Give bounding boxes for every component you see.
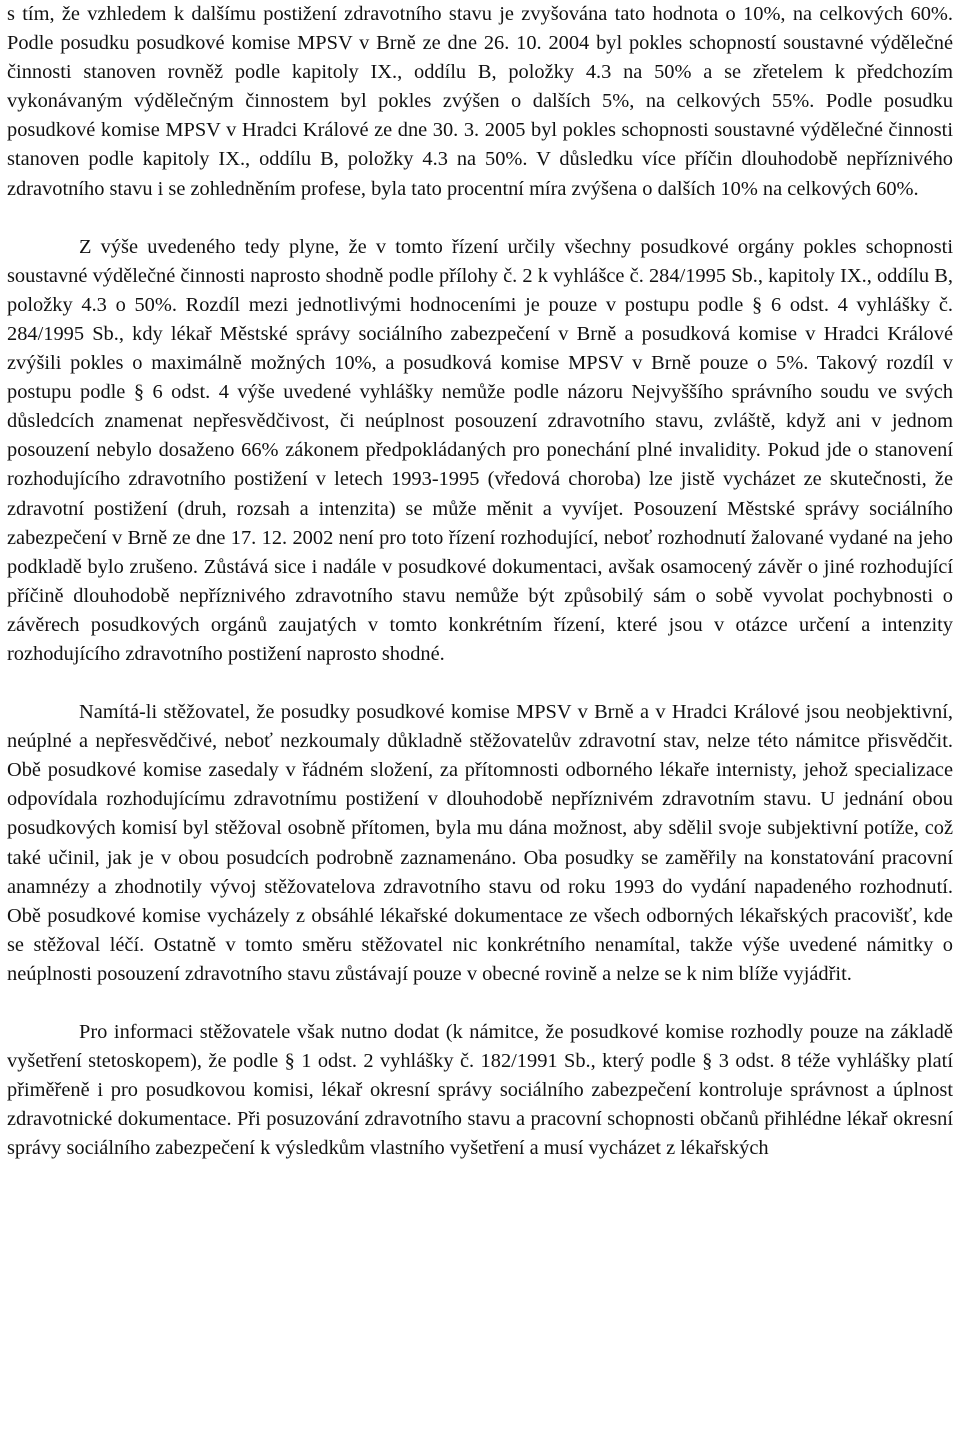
paragraph-1: s tím, že vzhledem k dalšímu postižení zdravotního stavu je zvyšována tato hodnota o 10%, na celkových 60%. Podle posudku posudkové komise MPSV v Brně ze dne 26. 10. 2004 byl pokles schopností soustavné výdělečné činnosti stanoven rovněž podle kapitoly IX., oddílu B, položky 4.3 na 50% a se zřetelem k předchozím vykonávaným výdělečným činnostem byl pokles zvýšen o dalších 5%, na celkových 55%. Podle posudku posudkové komise MPSV v Hradci Králové ze dne 30. 3. 2005 byl pokles schopnosti soustavné výdělečné činnosti stanoven podle kapitoly IX., oddílu B, položky 4.3 na 50%. V důsledku více příčin dlouhodobě nepříznivého zdravotního stavu i se zohledněním profese, byla tato procentní míra zvýšena o dalších 10% na celkových 60%. xyxy=(7,3,953,200)
paragraph-gap xyxy=(7,204,953,233)
paragraph-gap xyxy=(7,669,953,698)
paragraph-4: Pro informaci stěžovatele však nutno dodat (k námitce, že posudkové komise rozhodly pouze na základě vyšetření stetoskopem), že podle § 1 odst. 2 vyhlášky č. 182/1991 Sb., který podle § 3 odst. 8 téže vyhlášky platí přiměřeně i pro posudkovou komisi, lékař okresní správy sociálního zabezpečení kontroluje správnost a úplnost zdravotnické dokumentace. Při posuzování zdravotního stavu a pracovní schopnosti občanů přihlédne lékař okresní správy sociálního zabezpečení k výsledkům vlastního vyšetření a musí vycházet z lékařských xyxy=(7,1021,953,1160)
paragraph-gap xyxy=(7,989,953,1018)
paragraph-3: Namítá-li stěžovatel, že posudky posudkové komise MPSV v Brně a v Hradci Králové jsou neobjektivní, neúplné a nepřesvědčivé, neboť nezkoumaly důkladně stěžovatelův zdravotní stav, nelze této námitce přisvědčit. Obě posudkové komise zasedaly v řádném složení, za přítomnosti odborného lékaře internisty, jehož specializace odpovídala rozhodujícímu zdravotnímu postižení v dlouhodobě nepříznivém zdravotním stavu. U jednání obou posudkových komisí byl stěžoval osobně přítomen, byla mu dána možnost, aby sdělil svoje subjektivní potíže, což také učinil, jak je v obou posudcích podrobně zaznamenáno. Oba posudky se zaměřily na konstatování pracovní anamnézy a zhodnotily vývoj stěžovatelova zdravotního stavu od roku 1993 do vydání napadeného rozhodnutí. Obě posudkové komise vycházely z obsáhlé lékařské dokumentace ze všech odborných lékařských pracovišť, kde se stěžoval léčí. Ostatně v tomto směru stěžovatel nic konkrétního nenamítal, takže výše uvedené námitky o neúplnosti posouzení zdravotního stavu zůstávají pouze v obecné rovině a nelze se k nim blíže vyjádřit. xyxy=(7,701,953,985)
paragraph-2: Z výše uvedeného tedy plyne, že v tomto řízení určily všechny posudkové orgány pokles schopnosti soustavné výdělečné činnosti naprosto shodně podle přílohy č. 2 k vyhlášce č. 284/1995 Sb., kapitoly IX., oddílu B, položky 4.3 o 50%. Rozdíl mezi jednotlivými hodnoceními je pouze v postupu podle § 6 odst. 4 vyhlášky č. 284/1995 Sb., kdy lékař Městské správy sociálního zabezpečení v Brně a posudková komise v Hradci Králové zvýšili pokles o maximálně možných 10%, a posudková komise MPSV v Brně pouze o 5%. Takový rozdíl v postupu podle § 6 odst. 4 výše uvedené vyhlášky nemůže podle názoru Nejvyššího správního soudu ve svých důsledcích znamenat nepřesvědčivost, či neúplnost posouzení zdravotního stavu, zvláště, když ani v jednom posouzení nebylo dosaženo 66% zákonem předpokládaných pro ponechání plné invalidity. Pokud jde o stanovení rozhodujícího zdravotního postižení v letech 1993-1995 (vředová choroba) lze jistě vycházet ze skutečnosti, že zdravotní postižení (druh, rozsah a intenzita) se může měnit a vyvíjet. Posouzení Městské správy sociálního zabezpečení v Brně ze dne 17. 12. 2002 není pro toto řízení rozhodující, neboť rozhodnutí žalované vydané na jeho podkladě bylo zrušeno. Zůstává sice i nadále v posudkové dokumentaci, avšak osamocený závěr o jiné rozhodující příčině dlouhodobě nepříznivého zdravotního stavu nemůže být způsobilý sám o sobě vyvolat pochybnosti o závěrech posudkových orgánů zaujatých v tomto konkrétním řízení, které jsou v otázce určení a intenzity rozhodujícího zdravotního postižení naprosto shodné. xyxy=(7,235,953,665)
document-page xyxy=(7,0,953,1163)
